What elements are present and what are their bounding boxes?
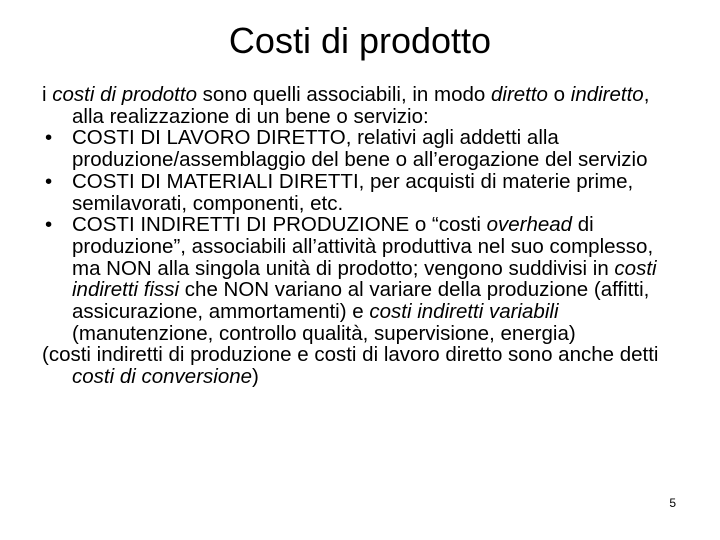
slide-body (42, 84, 672, 388)
intro-text-3: o (547, 83, 571, 106)
intro-emphasis-costi-di-prodotto: costi di prodotto (52, 83, 197, 106)
intro-emphasis-indiretto: indiretto (570, 83, 644, 106)
page-number: 5 (669, 496, 676, 510)
intro-text-2: sono quelli associabili, in modo (196, 83, 491, 106)
bullet-emphasis-costi-indiretti-variabili: costi indiretti variabili (369, 300, 559, 324)
closing-text-1: (costi indiretti di produzione e costi di lavoro diretto sono anche detti (42, 343, 659, 367)
bullet-emphasis-costi-indiretti-fissi: costi indiretti fissi (72, 256, 657, 302)
closing-paragraph (42, 344, 672, 387)
bullet-text-4: (manutenzione, controllo qualità, supervisione, energia) (72, 321, 576, 345)
bullet-text: COSTI DI MATERIALI DIRETTI, per acquisti di materie prime, semilavorati, componenti, etc. (72, 169, 634, 215)
intro-text-4: , alla realizzazione di un bene o servizio: (72, 83, 650, 128)
bullet-item-materiali-diretti (42, 171, 672, 214)
bullet-text-2: di produzione”, associabili all’attività produttiva nel suo complesso, ma NON alla singola unità di prodotto; vengono suddivisi in (72, 213, 654, 280)
bullet-icon: • (45, 169, 53, 193)
bullet-text: COSTI DI LAVORO DIRETTO, relativi agli addetti alla produzione/assemblaggio del bene o all’erogazione del servizio (72, 126, 648, 172)
intro-paragraph (42, 84, 672, 127)
intro-text-1: i (42, 83, 53, 106)
bullet-text-1: COSTI INDIRETTI DI PRODUZIONE o “costi (72, 213, 487, 237)
closing-text-2: ) (252, 365, 259, 389)
slide-title: Costi di prodotto (228, 20, 492, 61)
bullet-text-3: che NON variano al variare della produzione (affitti, assicurazione, ammortamenti) e (72, 278, 650, 324)
bullet-icon: • (45, 126, 53, 150)
bullet-item-costi-indiretti (42, 214, 672, 344)
bullet-icon: • (45, 213, 53, 237)
closing-emphasis-costi-di-conversione: costi di conversione (72, 365, 253, 389)
bullet-emphasis-overhead: overhead (486, 213, 573, 237)
intro-emphasis-diretto: diretto (490, 83, 548, 106)
bullet-item-lavoro-diretto (42, 127, 672, 170)
